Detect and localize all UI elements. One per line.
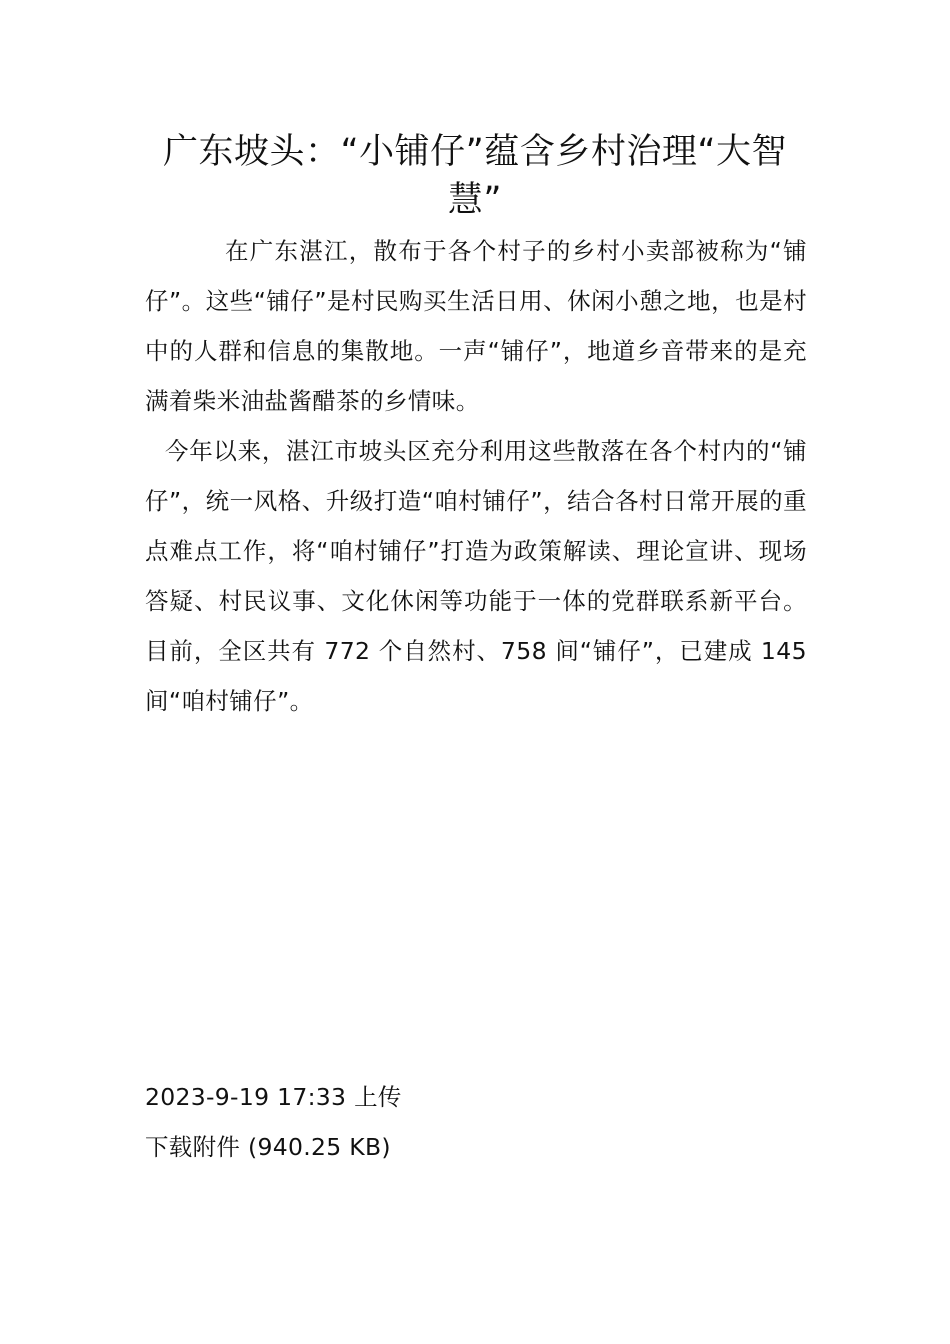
paragraph-details: 今年以来，湛江市坡头区充分利用这些散落在各个村内的“铺仔”，统一风格、升级打造“咱村铺仔”，结合各村日常开展的重点难点工作，将“咱村铺仔”打造为政策解读、理论宣讲、现场答疑、村民议事、文化休闲等功能于一体的党群联系新平台。目前，全区共有 772 个自然村、758 间“铺仔”，已建成 145 间“咱村铺仔”。 xyxy=(145,437,807,715)
paragraph-intro: 在广东湛江，散布于各个村子的乡村小卖部被称为“铺仔”。这些“铺仔”是村民购买生活日用、休闲小憩之地，也是村中的人群和信息的集散地。一声“铺仔”，地道乡音带来的是充满着柴米油盐酱醋茶的乡情味。 xyxy=(145,237,807,415)
attachment-footer xyxy=(145,1072,805,1172)
article-title: 广东坡头：“小铺仔”蕴含乡村治理“大智慧” xyxy=(163,132,787,220)
upload-timestamp: 2023-9-19 17:33 上传 xyxy=(145,1083,402,1111)
download-attachment-link[interactable]: 下载附件 (940.25 KB) xyxy=(145,1133,391,1161)
article-body xyxy=(145,226,807,726)
